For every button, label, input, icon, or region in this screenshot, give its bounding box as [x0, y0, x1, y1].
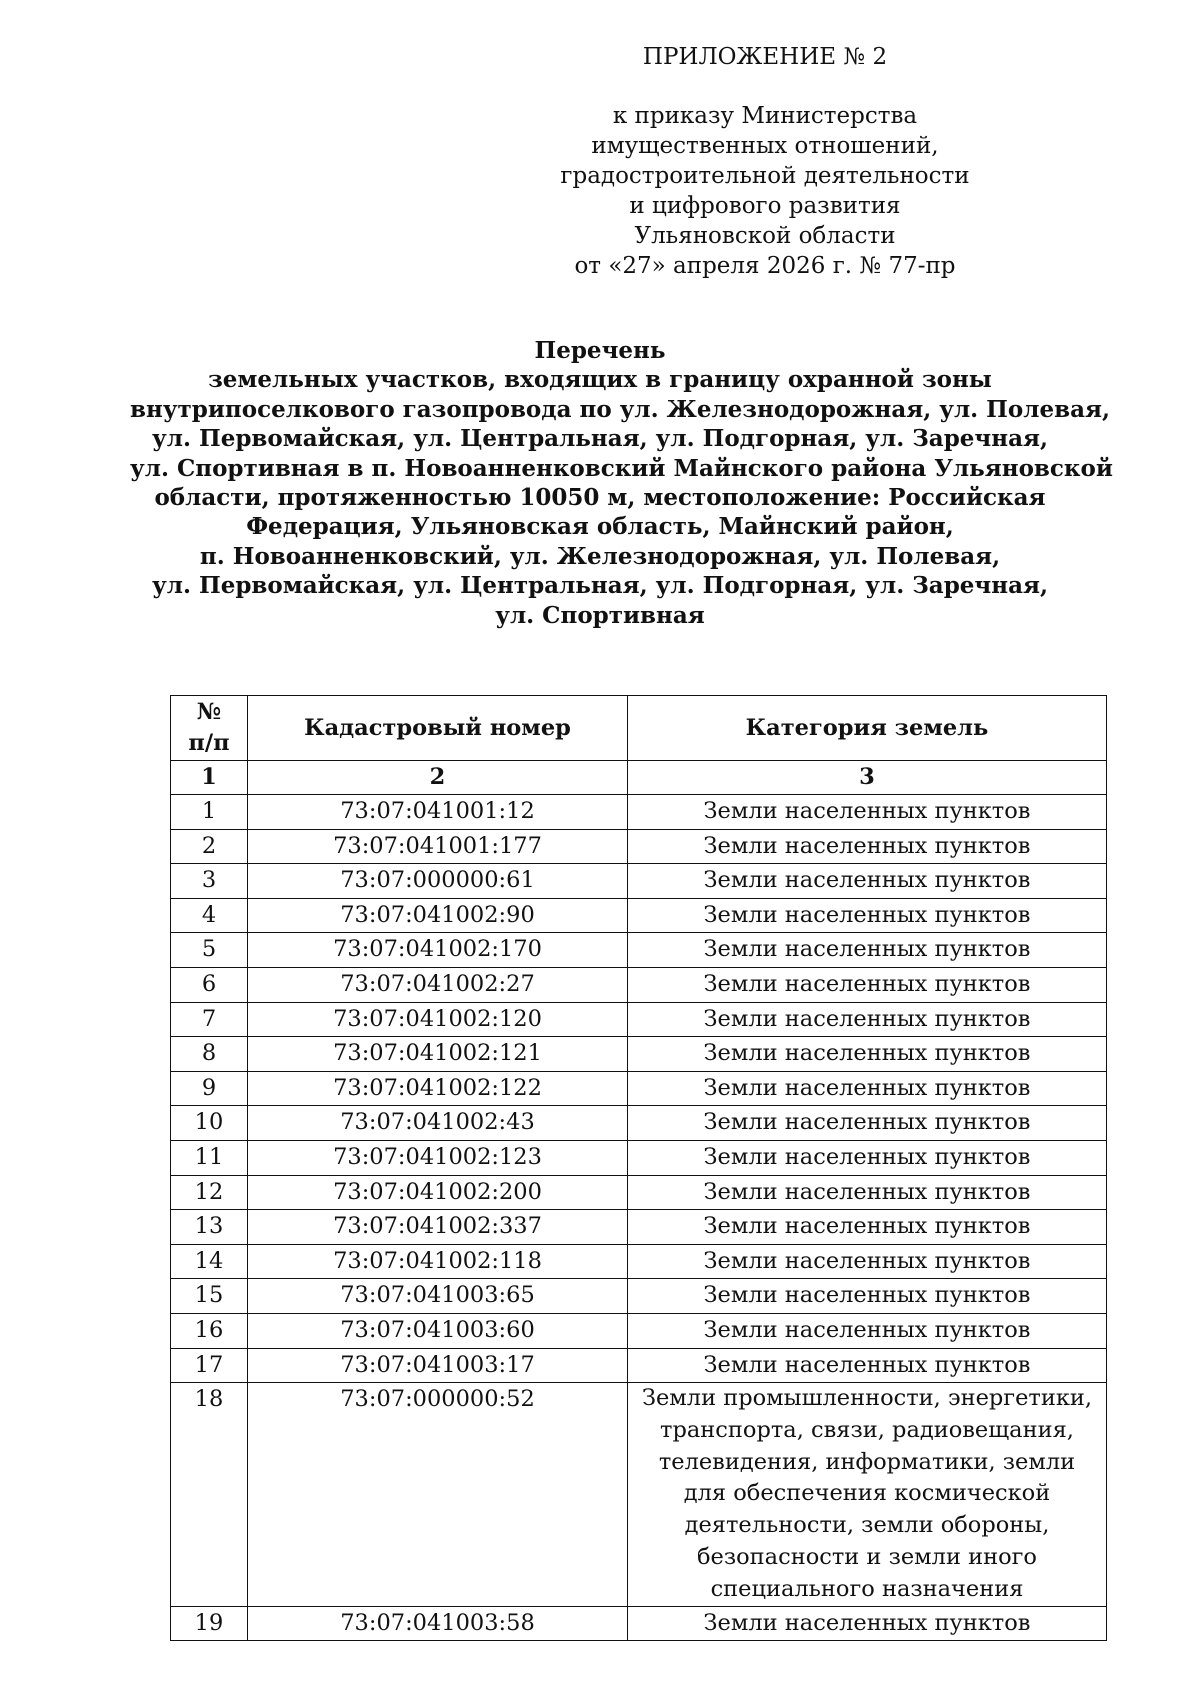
land-plots-table — [170, 695, 1107, 1641]
title-line: области, протяженностью 10050 м, местоположение: Российская — [154, 484, 1046, 512]
land-category-line: безопасности и земли иного — [697, 1544, 1037, 1571]
table-row — [171, 898, 1107, 933]
land-category-line: Земли населенных пунктов — [703, 1178, 1031, 1205]
cadastral-number: 73:07:041002:90 — [248, 898, 628, 933]
cadastral-number: 73:07:000000:52 — [248, 1383, 628, 1607]
annex-line: Ульяновской области — [634, 223, 896, 249]
column-number: 2 — [248, 761, 628, 795]
cadastral-number: 73:07:041002:120 — [248, 1002, 628, 1037]
land-category-line: деятельности, земли обороны, — [684, 1512, 1050, 1539]
table-row — [171, 829, 1107, 864]
title-line: внутрипоселкового газопровода по ул. Железнодорожная, ул. Полевая, — [130, 395, 1110, 423]
land-category-line: Земли населенных пунктов — [703, 1351, 1031, 1378]
row-number: 2 — [171, 829, 248, 864]
title-line: ул. Спортивная — [495, 601, 705, 629]
annex-line: градостроительной деятельности — [560, 163, 970, 189]
header-category: Категория земель — [628, 696, 1107, 761]
row-number: 13 — [171, 1210, 248, 1245]
column-number: 1 — [171, 761, 248, 795]
land-category-line: Земли населенных пунктов — [703, 1247, 1031, 1274]
land-category-line: Земли населенных пунктов — [703, 867, 1031, 894]
land-category-line: Земли населенных пунктов — [703, 1316, 1031, 1343]
land-category — [628, 967, 1107, 1002]
table-row — [171, 1037, 1107, 1072]
cadastral-number: 73:07:041003:65 — [248, 1279, 628, 1314]
row-number: 9 — [171, 1071, 248, 1106]
land-category — [628, 795, 1107, 830]
land-category-line: телевидения, информатики, земли — [658, 1448, 1076, 1475]
title-line: Перечень — [534, 337, 666, 364]
land-category-line: Земли населенных пунктов — [703, 832, 1031, 859]
land-category-line: транспорта, связи, радиовещания, — [660, 1416, 1074, 1443]
table-header-row — [171, 696, 1107, 761]
table-row — [171, 1348, 1107, 1383]
land-category — [628, 1244, 1107, 1279]
land-category-line: специального назначения — [710, 1575, 1024, 1602]
table-row — [171, 1002, 1107, 1037]
land-category — [628, 829, 1107, 864]
land-category-line: Земли населенных пунктов — [703, 798, 1031, 824]
land-category-line: для обеспечения космической — [683, 1480, 1051, 1507]
land-category-line: Земли промышленности, энергетики, — [641, 1385, 1093, 1412]
title-line: ул. Первомайская, ул. Центральная, ул. Подгорная, ул. Заречная, — [152, 572, 1048, 600]
cadastral-number: 73:07:041002:170 — [248, 933, 628, 968]
annex-line: к приказу Министерства — [612, 103, 918, 129]
title-line: п. Новоанненковский, ул. Железнодорожная, ул. Полевая, — [199, 542, 1001, 570]
land-category-line: Земли населенных пунктов — [703, 1040, 1031, 1067]
land-category-line: Земли населенных пунктов — [703, 901, 1031, 928]
row-number: 7 — [171, 1002, 248, 1037]
table-row — [171, 1106, 1107, 1141]
cadastral-number: 73:07:041002:337 — [248, 1210, 628, 1245]
row-number: 10 — [171, 1106, 248, 1141]
land-category — [628, 1606, 1107, 1641]
cadastral-number: 73:07:041002:122 — [248, 1071, 628, 1106]
land-category — [628, 933, 1107, 968]
column-numbers-row — [171, 761, 1107, 795]
land-category — [628, 1106, 1107, 1141]
row-number: 14 — [171, 1244, 248, 1279]
table-row — [171, 967, 1107, 1002]
table-row — [171, 1140, 1107, 1175]
title-line: ул. Первомайская, ул. Центральная, ул. Подгорная, ул. Заречная, — [152, 425, 1048, 453]
table-row — [171, 1279, 1107, 1314]
annex-block — [560, 42, 970, 281]
land-category-line: Земли населенных пунктов — [703, 1109, 1031, 1136]
row-number: 3 — [171, 864, 248, 899]
land-category-line: Земли населенных пунктов — [703, 1143, 1031, 1170]
annex-line: имущественных отношений, — [591, 133, 939, 159]
header-number — [171, 696, 248, 761]
header-number-line2: п/п — [188, 730, 230, 756]
header-number-line1: № — [196, 699, 222, 725]
table-row — [171, 1383, 1107, 1607]
row-number: 15 — [171, 1279, 248, 1314]
cadastral-number: 73:07:000000:61 — [248, 864, 628, 899]
land-category-line: Земли населенных пунктов — [703, 936, 1031, 963]
land-category — [628, 1002, 1107, 1037]
table-row — [171, 1244, 1107, 1279]
annex-line: от «27» апреля 2026 г. № 77-пр — [574, 253, 956, 279]
row-number: 1 — [171, 795, 248, 830]
annex-line: и цифрового развития — [629, 193, 901, 219]
table-row — [171, 864, 1107, 899]
row-number: 18 — [171, 1383, 248, 1607]
row-number: 4 — [171, 898, 248, 933]
title-line: Федерация, Ульяновская область, Майнский район, — [246, 513, 954, 541]
row-number: 16 — [171, 1313, 248, 1348]
land-category-line: Земли населенных пунктов — [703, 970, 1031, 997]
cadastral-number: 73:07:041003:60 — [248, 1313, 628, 1348]
column-number: 3 — [628, 761, 1107, 795]
table-row — [171, 1175, 1107, 1210]
annex-heading: ПРИЛОЖЕНИЕ № 2 — [642, 44, 888, 70]
row-number: 8 — [171, 1037, 248, 1072]
land-category — [628, 1313, 1107, 1348]
cadastral-number: 73:07:041002:121 — [248, 1037, 628, 1072]
land-category-line: Земли населенных пунктов — [703, 1282, 1031, 1309]
table-row — [171, 795, 1107, 830]
cadastral-number: 73:07:041002:123 — [248, 1140, 628, 1175]
land-category-line: Земли населенных пунктов — [703, 1005, 1031, 1032]
row-number: 12 — [171, 1175, 248, 1210]
cadastral-number: 73:07:041002:27 — [248, 967, 628, 1002]
land-category — [628, 898, 1107, 933]
land-category-line: Земли населенных пунктов — [703, 1609, 1031, 1636]
table-row — [171, 1071, 1107, 1106]
land-category — [628, 1037, 1107, 1072]
land-category — [628, 1071, 1107, 1106]
table-row — [171, 933, 1107, 968]
title-line: ул. Спортивная в п. Новоанненковский Майнского района Ульяновской — [130, 454, 1113, 482]
cadastral-number: 73:07:041002:200 — [248, 1175, 628, 1210]
land-category — [628, 1348, 1107, 1383]
land-category — [628, 1175, 1107, 1210]
row-number: 6 — [171, 967, 248, 1002]
table-row — [171, 1606, 1107, 1641]
cadastral-number: 73:07:041002:43 — [248, 1106, 628, 1141]
row-number: 19 — [171, 1606, 248, 1641]
cadastral-number: 73:07:041003:17 — [248, 1348, 628, 1383]
land-category — [628, 1210, 1107, 1245]
land-category-line: Земли населенных пунктов — [703, 1213, 1031, 1240]
land-category — [628, 864, 1107, 899]
land-category — [628, 1279, 1107, 1314]
land-category — [628, 1383, 1107, 1607]
row-number: 11 — [171, 1140, 248, 1175]
land-category — [628, 1140, 1107, 1175]
row-number: 17 — [171, 1348, 248, 1383]
cadastral-number: 73:07:041002:118 — [248, 1244, 628, 1279]
title-line: земельных участков, входящих в границу охранной зоны — [208, 366, 992, 394]
cadastral-number: 73:07:041001:177 — [248, 829, 628, 864]
row-number: 5 — [171, 933, 248, 968]
table-row — [171, 1313, 1107, 1348]
cadastral-number: 73:07:041003:58 — [248, 1606, 628, 1641]
land-category-line: Земли населенных пунктов — [703, 1074, 1031, 1101]
document-title — [130, 336, 1113, 630]
table-row — [171, 1210, 1107, 1245]
cadastral-number: 73:07:041001:12 — [248, 795, 628, 830]
header-cadastral: Кадастровый номер — [248, 696, 628, 761]
